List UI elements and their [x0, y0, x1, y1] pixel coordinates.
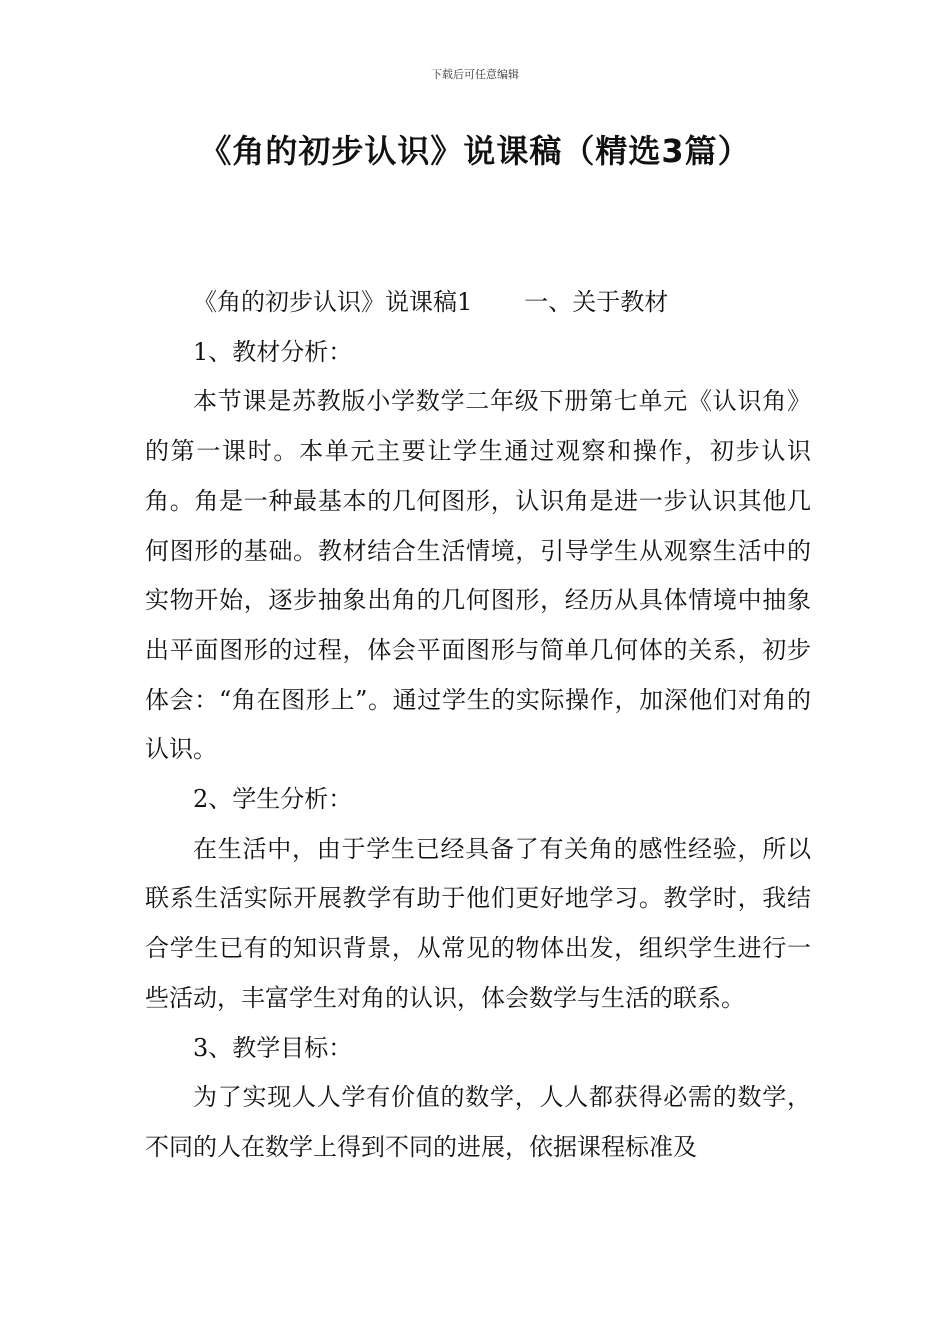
- paragraph-textbook-analysis: 本节课是苏教版小学数学二年级下册第七单元《认识角》的第一课时。本单元主要让学生通过观察和操作，初步认识角。角是一种最基本的几何图形，认识角是进一步认识其他几何图形的基础。教材结合生活情境，引导学生从观察生活中的实物开始，逐步抽象出角的几何图形，经历从具体情境中抽象出平面图形的过程，体会平面图形与简单几何体的关系，初步体会：“角在图形上”。通过学生的实际操作，加深他们对角的认识。: [145, 387, 811, 764]
- subheading-teaching-goals: 3、教学目标：: [193, 1033, 353, 1062]
- paragraph-teaching-goals: 为了实现人人学有价值的数学，人人都获得必需的数学，不同的人在数学上得到不同的进展，依据课程标准及: [145, 1083, 811, 1161]
- header-note: 下载后可任意编辑: [431, 68, 519, 81]
- document-title: 《角的初步认识》说课稿（精选3篇）: [199, 132, 751, 170]
- intro-doc-label: 《角的初步认识》说课稿1: [193, 288, 473, 316]
- paragraph-student-analysis: 在生活中，由于学生已经具备了有关角的感性经验，所以联系生活实际开展教学有助于他们更好地学习。教学时，我结合学生已有的知识背景，从常见的物体出发，组织学生进行一些活动，丰富学生对角的认识，体会数学与生活的联系。: [145, 834, 811, 1012]
- intro-line: [145, 278, 811, 328]
- subheading-textbook-analysis: 1、教材分析：: [193, 337, 353, 366]
- document-body: [145, 278, 811, 1173]
- intro-section-heading: 一、关于教材: [524, 288, 669, 316]
- subheading-student-analysis: 2、学生分析：: [193, 785, 353, 814]
